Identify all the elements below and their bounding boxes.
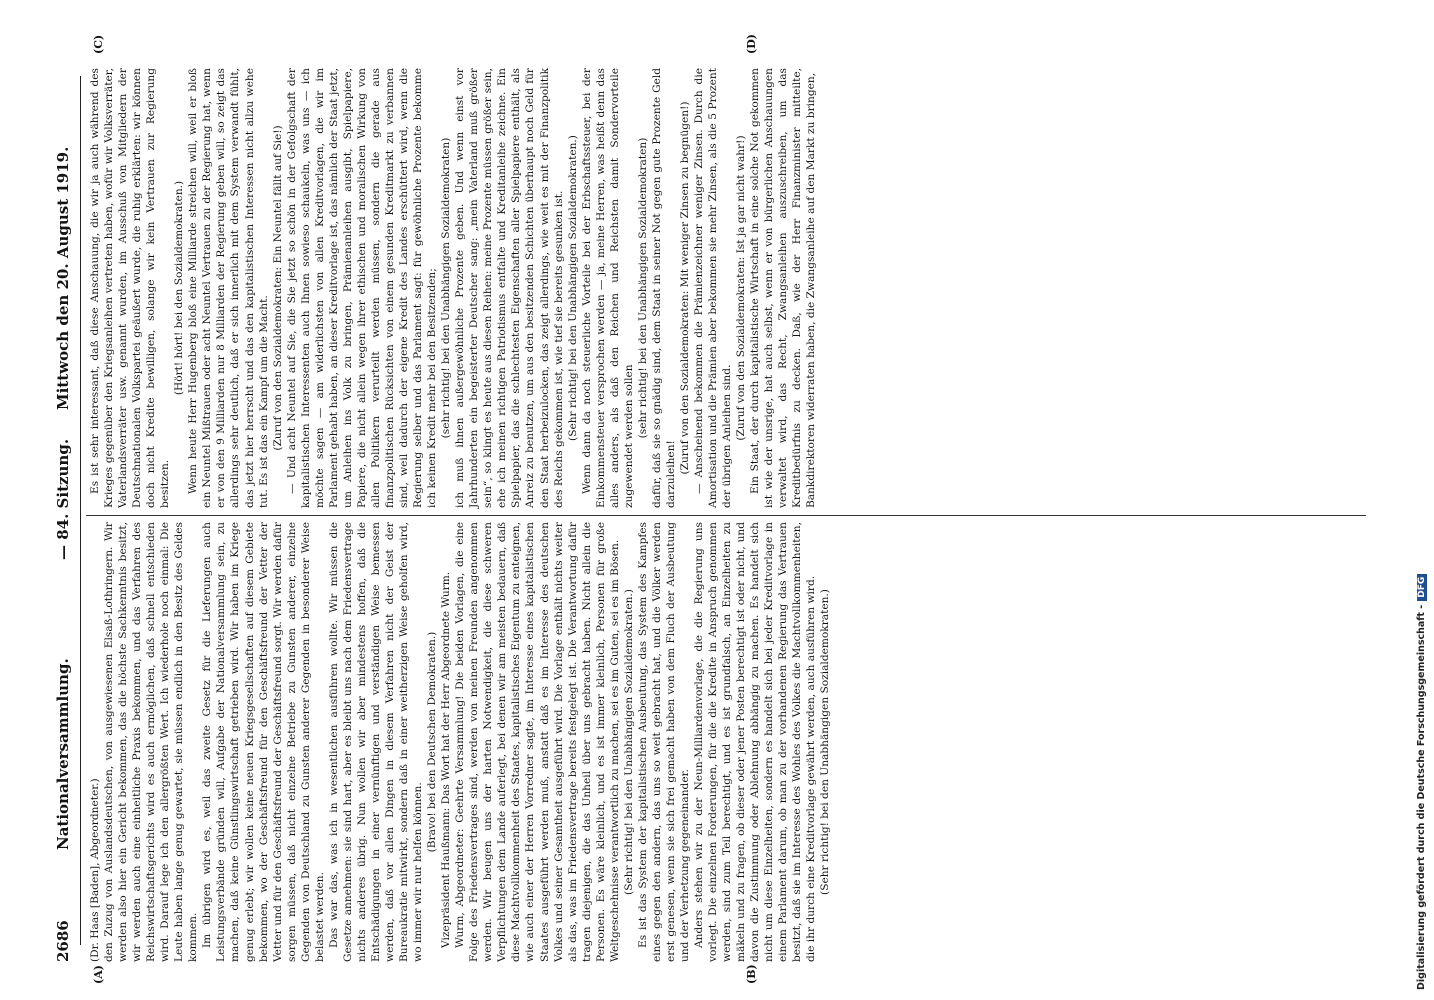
paragraph: den Zuzug von Auslandsdeutschen, von ausgewiesenen Elsaß-Lothringern. Wir werden also hier ein Gericht bekommen, das die höchste Sachkenntnis besitzt, wir werden auch eine einheitliche Praxis bekommen, und das Verfahren des Reichswirtschaftsgerichts wird es auch ermöglichen, daß schnell entschieden wird. Darauf lege ich den allergrößten Wert. Ich wiederhole noch einmal: Die Leute haben lange genug gewartet, sie müssen endlich in den Besitz des Geldes kommen. xyxy=(103,522,200,962)
margin-marker-c: (C) xyxy=(92,34,105,54)
dfg-badge: DFG xyxy=(1417,574,1427,601)
interjection: (sehr richtig! bei den Unabhängigen Sozialdemokraten) xyxy=(440,137,453,439)
paragraph: Im übrigen wird es, weil das zweite Gesetz für die Lieferungen auch Leistungsverbände gründen will, Aufgabe der Nationalversammlung sein, zu machen, daß keine Günstlingswirtschaft getrieben wird. Wir haben im Kriege genug erlebt; wir wollen keine neuen Kriegsgesellschaften auf diesem Gebiete bekommen, wo der Geschäftsfreund für den Geschäftsfreund der Vetter der Vetter und für den Geschäftsfreund der Geschäftsfreund sorgt. Wir werden dafür sorgen müssen, daß nicht einzelne Betriebe zu Gunsten anderer, einzelne Gegenden von Deutschland zu Gunsten anderer Gegenden in besonderer Weise belastet werden. xyxy=(201,522,326,962)
header-session: — 84. Sitzung. xyxy=(54,438,72,560)
interjection: (Sehr richtig! bei den Unabhängigen Sozialdemokraten.) xyxy=(622,589,635,895)
speaker-note: (Dr. Haas [Baden], Abgeordneter.) xyxy=(89,778,101,962)
left-column xyxy=(88,522,832,962)
paragraph: ich muß ihnen außergewöhnliche Prozente geben. Und wenn einst vor Jahrhunderten ein begeisterter Deutscher sang: „mein Vaterland muß größer sein“, so klingt es heute aus diesen Reihen: meine Prozente müssen größer sein, ehe ich meinen richtigen Patriotismus entfalte und Kreditanleihe zeichne. Ein Spielpapier, das die schlechtesten Eigenschaften aller Spielpapiere enthält, als Anreiz zu benutzen, um aus den besitzenden Schichten überhaupt noch Geld für den Staat herbeizulocken, das zeigt allerdings, wie weit es mit der Finanzpolitik des Reichs gekommen ist, wie tief sie bereits gesunken ist. xyxy=(454,68,565,508)
margin-marker-a: (A) xyxy=(92,965,105,984)
header-rule xyxy=(80,76,81,945)
paragraph: Es ist das System der kapitalistischen Ausbeutung, das System des Kampfes eines gegen den andern, das uns so weit gebracht hat, und die Völker werden erst genesen, wenn sie sich frei gemacht haben von dem Fluch der Ausbeutung und der Verhetzung gegeneinander. xyxy=(636,522,691,962)
paragraph: Wenn heute Herr Hugenberg bloß eine Milliarde streichen will, weil er bloß ein Neuntel Mißtrauen oder acht Neuntel Vertrauen zu der Regierung hat, wenn er von den 9 Milliarden nur 8 Milliarden der Regierung geben will, so zeigt das allerdings sehr deutlich, daß er sich innerlich mit dem System verwandt fühlt, das jetzt hier herrscht und das den kapitalistischen Interessen nicht allzu wehe tut. Es ist das ein Kampf um die Macht. xyxy=(187,68,270,508)
paragraph: dafür, daß sie so gnädig sind, dem Staat in seiner Not gegen gute Prozente Geld darzuleihen! xyxy=(650,68,677,508)
interjection: (Zuruf von den Sozialdemokraten: Ist ja gar nicht wahr!) xyxy=(735,135,748,441)
paragraph: Vizepräsident Haußmann: Das Wort hat der Herr Abgeordnete Wurm. xyxy=(440,571,453,948)
credit-text: Digitalisierung gefördert durch die Deutsche Forschungsgemeinschaft - xyxy=(1416,604,1427,990)
paragraph: — Anscheinend bekommen die Prämienzeichner weniger Zinsen. Durch die Amortisation und die Prämien aber bekommen sie mehr Zinsen, als die 5 Prozent der übrigen Anleihen sind. xyxy=(693,68,734,508)
paragraph: Es ist sehr interessant, daß diese Anschauung, die wir ja auch während des Krieges gegenüber den Kriegsanleihen vertreten haben, wofür wir Volksverräter, Vaterlandsverräter usw. genannt wurden, im Ausschuß von Mitgliedern der Deutschnationalen Volkspartei geäußert wurde, die ruhig erklärten: wir können doch nicht Kredite bewilligen, solange wir kein Vertrauen zur Regierung besitzen. xyxy=(89,68,172,508)
column-divider xyxy=(86,515,1366,516)
interjection: (Hört! hört! bei den Sozialdemokraten.) xyxy=(173,180,186,396)
margin-marker-b: (B) xyxy=(745,964,758,984)
paragraph: Wenn dann da noch steuerliche Vorteile bei der Erbschaftssteuer, bei der Einkommensteuer versprochen werden — ja, meine Herren, was heißt denn das alles anders, als daß den Reichen und Reichsten damit Sondervorteile zugewendet werden sollen xyxy=(580,68,635,508)
page-header xyxy=(52,66,76,970)
header-title: Nationalversammlung. xyxy=(54,658,72,850)
page-number: 2686 xyxy=(54,920,72,962)
interjection: (Sehr richtig! bei den Unabhängigen Sozialdemokraten.) xyxy=(566,135,579,441)
right-column xyxy=(88,68,818,508)
header-date: Mittwoch den 20. August 1919. xyxy=(54,146,72,410)
interjection: (Zuruf von den Sozialdemokraten: Ein Neuntel fällt auf Sie!) xyxy=(271,125,284,451)
paragraph: Das war das, was ich in wesentlichen ausführen wollte. Wir müssen die Gesetze annehmen: sie sind hart, aber es bleibt uns nach dem Friedensvertrage nichts anderes übrig. Nun wollen wir aber mindestens hoffen, daß die Entschädigungen in einer vernünftigen und verständigen Weise bemessen werden, daß vor allen Dingen in diesem Verfahren nicht der Geist der Bureaukratie mitwirkt, sondern daß in einer weitherzigen Weise geholfen wird, wo immer wir nur helfen können. xyxy=(327,522,425,962)
document-page xyxy=(0,36,1405,1000)
interjection: (Sehr richtig! bei den Unabhängigen Sozialdemokraten.) xyxy=(819,589,832,895)
digitization-credit xyxy=(1416,10,1430,990)
interjection: (Zuruf von den Sozialdemokraten: Mit weniger Zinsen zu begnügen!) xyxy=(678,101,691,475)
paragraph: Ein Staat, der durch kapitalistische Wirtschaft in eine solche Not gekommen ist wie der unsrige, hat auch selbst, wenn er von bürgerlichen Anschauungen verwaltet wird, das Recht, Zwangsanleihen auszuschreiben, um das Kreditbedürfnis zu decken. Daß, wie der Herr Finanzminister mitteilte, Bankdirektoren widerraten haben, die Zwangsanleihe auf den Markt zu bringen, xyxy=(749,68,818,508)
paragraph: — Und acht Neuntel auf Sie, die Sie jetzt so schön in der Gefolgschaft der kapitalistischen Interessenten auch Ihnen sowieso schaukeln, was uns — ich möchte sagen — am widerlichsten von allen Kreditvorlagen, die wir im Parlament gehabt haben, an dieser Kreditvorlage ist, das nämlich der Staat jetzt, um Anleihen ins Volk zu bringen, Prämienanleihen ausgibt, Spielpapiere, Papiere, die nicht allein wegen ihrer ethischen und moralischen Wirkung von allen Politikern verurteilt werden müssen, sondern die gerade aus finanzpolitischen Rücksichten von einem gesunden Kreditmarkt zu verbannen sind, weil dadurch der eigene Kredit des Landes erschüttert wird, wenn die Regierung selber und das Parlament sagt: für gewöhnliche Prozente bekomme ich keinen Kredit mehr bei den Besitzenden; xyxy=(285,68,439,508)
interjection: (sehr richtig! bei den Unabhängigen Sozialdemokraten) xyxy=(636,137,649,439)
paragraph: Anders stehen wir zu der Neun-Milliardenvorlage, die die Regierung uns vorlegt. Die einzelnen Forderungen, für die die Kredite in Anspruch genommen werden, sind zum Teil berechtigt, und es ist grundfalsch, an Einzelheiten zu mäkeln und zu fragen, ob dieser oder jener Posten berechtigt ist oder nicht, und davon die Zustimmung oder Ablehnung abhängig zu machen. Es handelt sich nicht um diese Einzelheiten, sondern es handelt sich bei jeder Kreditvorlage in einem Parlament darum, ob man zu der vorhandenen Regierung das Vertrauen besitzt, daß sie im Interesse des Wohles des Volkes die Machtvollkommenheiten, die ihr durch eine Kreditvorlage gewährt werden, auch ausführen wird. xyxy=(693,522,818,962)
paragraph: Wurm, Abgeordneter: Geehrte Versammlung! Die beiden Vorlagen, die eine Folge des Friedensvertrages sind, werden von meinen Freunden angenommen werden. Wir beugen uns der harten Notwendigkeit, die diese schweren Verpflichtungen dem Lande auferlegt, bei denen wir am meisten bedauern, daß diese Machtvollkommenheit des Staates, kapitalistisches Eigentum zu enteignen, wie auch einer der Herren Vorredner sagte, im Interesse eines kapitalistischen Staates ausgeführt werden muß, anstatt daß es im Interesse des deutschen Volkes und seiner Gesamtheit ausgeführt wird. Die Vorlage enthält nichts weiter als das, was im Friedensvertrage bereits festgelegt ist. Die Verantwortung dafür tragen diejenigen, die das Unheil über uns gebracht haben. Nicht allein die Personen. Es wäre kleinlich, und es ist immer kleinlich, Personen für große Weltgeschehnisse verantwortlich zu machen, sei es im Guten, sei es im Bösen. xyxy=(454,522,621,962)
margin-marker-d: (D) xyxy=(745,34,758,54)
interjection: (Bravo! bei den Deutschen Demokraten.) xyxy=(426,631,439,853)
